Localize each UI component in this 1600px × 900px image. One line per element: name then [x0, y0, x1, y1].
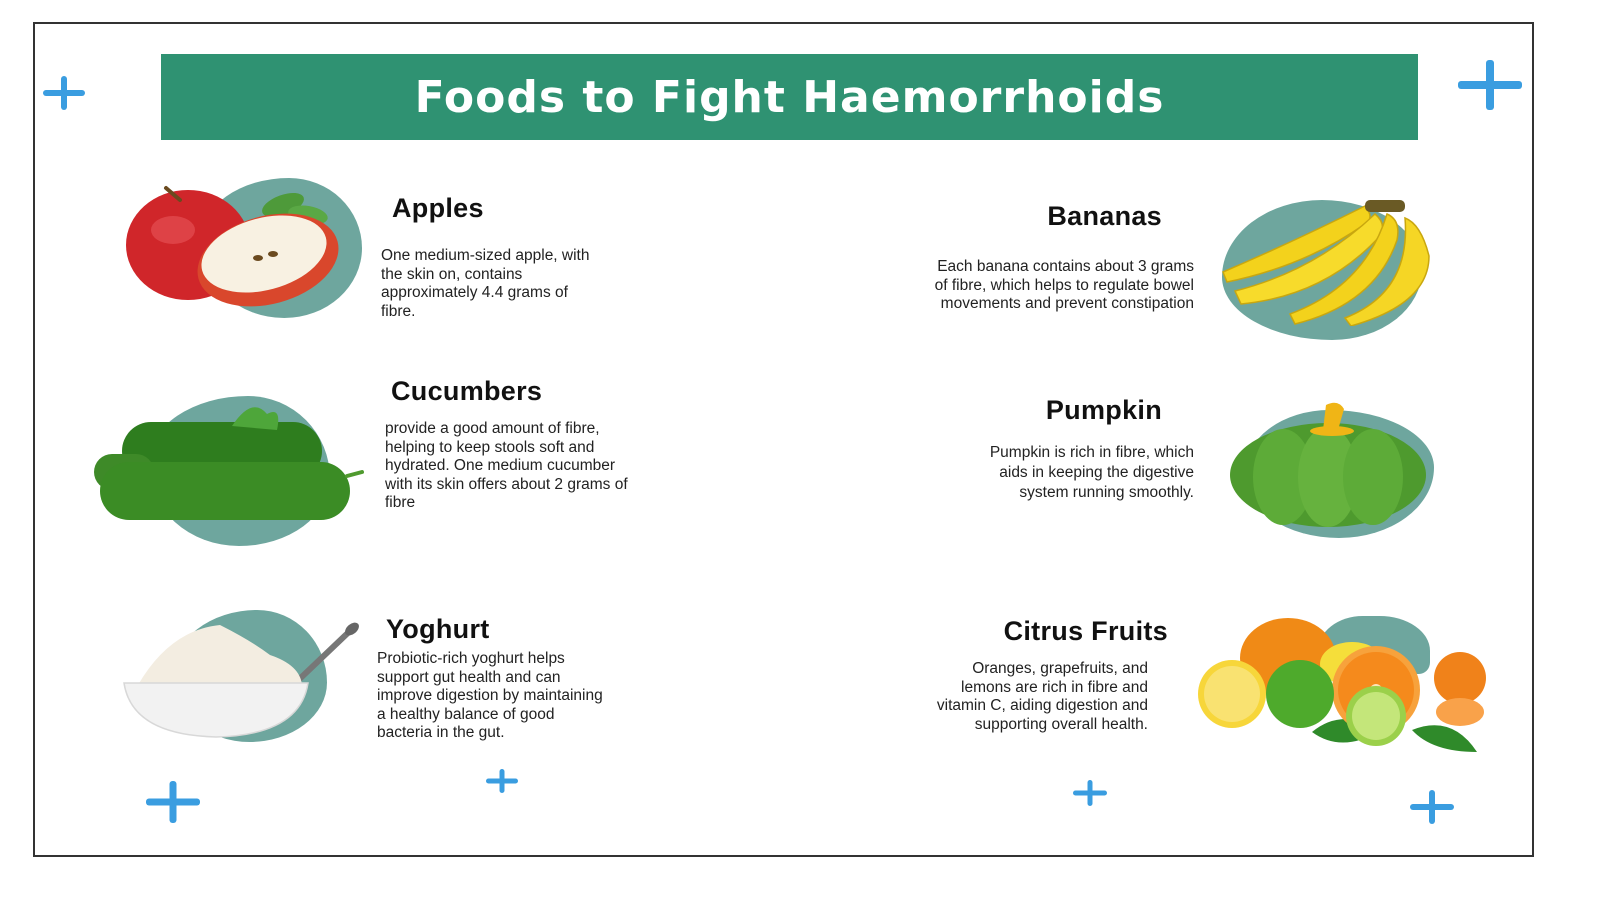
description-line: approximately 4.4 grams of [381, 284, 568, 301]
food-description [381, 247, 681, 321]
food-title: Pumpkin [1045, 395, 1162, 425]
food-title: Yoghurt [386, 614, 490, 644]
description-line: Probiotic-rich yoghurt helps [377, 650, 565, 667]
description-line: bacteria in the gut. [377, 724, 505, 741]
title-banner [161, 54, 1418, 140]
description-line: the skin on, contains [381, 265, 523, 283]
description-line: Oranges, grapefruits, and [972, 660, 1148, 677]
food-description [840, 258, 1194, 314]
pumpkin-image [1228, 395, 1438, 530]
description-line: fibre [385, 494, 416, 511]
description-line: hydrated. One medium cucumber [385, 457, 616, 474]
description-line: movements and prevent constipation [940, 295, 1194, 312]
description-line: aids in keeping the digestive [999, 464, 1194, 481]
plus-icon [486, 769, 518, 793]
citrus-image [1192, 612, 1492, 760]
description-line: vitamin C, aiding digestion and [936, 697, 1148, 714]
food-description [840, 660, 1148, 734]
yoghurt-image [120, 615, 365, 740]
description-line: fibre. [381, 302, 416, 320]
food-description [385, 420, 725, 513]
description-line: system running smoothly. [1019, 484, 1194, 501]
apple-image [118, 180, 348, 315]
page-title: Foods to Fight Haemorrhoids [414, 71, 1165, 123]
description-line: a healthy balance of good [377, 705, 555, 723]
banana-image [1215, 196, 1440, 326]
plus-icon [43, 76, 85, 110]
food-title: Apples [392, 193, 484, 223]
food-title: Bananas [1047, 201, 1162, 231]
food-description [880, 443, 1194, 503]
plus-icon [1073, 780, 1107, 806]
cucumber-image [92, 396, 367, 526]
food-description [377, 650, 697, 743]
food-title: Cucumbers [391, 376, 543, 406]
plus-icon [146, 781, 200, 823]
description-line: provide a good amount of fibre, [385, 420, 600, 437]
description-line: of fibre, which helps to regulate bowel [934, 276, 1194, 294]
description-line: Pumpkin is rich in fibre, which [989, 444, 1194, 461]
plus-icon [1458, 60, 1522, 110]
plus-icon [1410, 790, 1454, 824]
description-line: supporting overall health. [974, 715, 1148, 733]
description-line: helping to keep stools soft and [385, 438, 595, 456]
description-line: Each banana contains about 3 grams [937, 258, 1194, 275]
description-line: improve digestion by maintaining [377, 687, 603, 704]
description-line: One medium-sized apple, with [381, 247, 590, 264]
description-line: lemons are rich in fibre and [961, 678, 1148, 696]
description-line: support gut health and can [377, 668, 561, 686]
description-line: with its skin offers about 2 grams of [385, 475, 628, 493]
food-title: Citrus Fruits [1003, 616, 1168, 646]
